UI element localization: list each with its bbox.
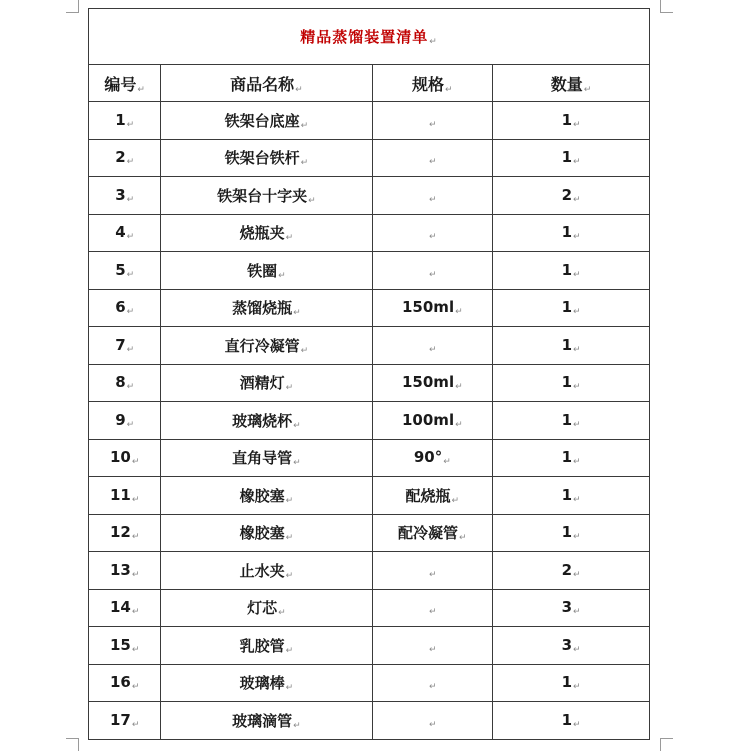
- cell-name-text: 蒸馏烧瓶: [232, 299, 293, 318]
- cell-name-text: 酒精灯: [239, 374, 285, 393]
- cell-spec[interactable]: [372, 102, 493, 140]
- cell-spec[interactable]: [372, 139, 493, 177]
- table-row: [89, 214, 650, 252]
- cell-spec-text: 150ml: [402, 373, 455, 392]
- margin-corner-top-left: [66, 0, 79, 13]
- cell-spec[interactable]: [372, 664, 493, 702]
- cell-name-text: 玻璃棒: [239, 674, 285, 693]
- cell-name-text: 乳胶管: [239, 636, 285, 655]
- paragraph-mark: ↵: [429, 37, 438, 47]
- table-row: [89, 664, 650, 702]
- paragraph-mark: ↵: [126, 157, 135, 168]
- cell-qty[interactable]: [493, 364, 650, 402]
- cell-no[interactable]: [89, 702, 161, 740]
- cell-no-text: 7: [115, 335, 126, 354]
- cell-qty-text: 1: [561, 410, 573, 429]
- cell-spec[interactable]: [372, 289, 493, 327]
- cell-qty[interactable]: [493, 214, 650, 252]
- cell-qty-text: 1: [561, 335, 573, 354]
- cell-name[interactable]: [161, 477, 372, 515]
- paragraph-mark: ↵: [126, 269, 135, 280]
- cell-qty-text: 3: [561, 598, 573, 617]
- cell-spec-text: 100ml: [402, 410, 455, 429]
- cell-qty[interactable]: [493, 102, 650, 140]
- cell-name[interactable]: [161, 627, 372, 665]
- cell-name-text: 铁架台铁杆: [224, 149, 300, 168]
- paragraph-mark: ↵: [126, 119, 135, 130]
- cell-spec[interactable]: [372, 364, 493, 402]
- cell-spec-text: 配烧瓶: [405, 486, 451, 505]
- table-row: [89, 402, 650, 440]
- cell-spec[interactable]: [372, 252, 493, 290]
- paragraph-mark: ↵: [126, 344, 135, 355]
- table-title-cell[interactable]: [89, 9, 650, 65]
- cell-name-text: 铁架台底座: [224, 111, 300, 130]
- cell-qty[interactable]: [493, 139, 650, 177]
- paragraph-mark: ↵: [285, 570, 294, 581]
- cell-no[interactable]: [89, 139, 161, 177]
- paragraph-mark: ↵: [131, 569, 140, 580]
- table-row: [89, 289, 650, 327]
- paragraph-mark: ↵: [573, 119, 581, 130]
- cell-qty[interactable]: [493, 552, 650, 590]
- paragraph-mark: ↵: [429, 232, 437, 243]
- cell-qty[interactable]: [493, 477, 650, 515]
- paragraph-mark: ↵: [429, 682, 437, 693]
- paragraph-mark: ↵: [451, 495, 460, 506]
- paragraph-mark: ↵: [429, 644, 437, 655]
- cell-qty-text: 1: [561, 448, 573, 467]
- paragraph-mark: ↵: [293, 458, 301, 469]
- paragraph-mark: ↵: [293, 308, 301, 319]
- paragraph-mark: ↵: [131, 457, 140, 468]
- table-row: [89, 364, 650, 402]
- header-cell-no[interactable]: [89, 65, 161, 102]
- paragraph-mark: ↵: [126, 307, 135, 318]
- cell-qty[interactable]: [493, 327, 650, 365]
- paragraph-mark: ↵: [573, 157, 581, 168]
- header-cell-spec[interactable]: [372, 65, 493, 102]
- table-row: [89, 477, 650, 515]
- paragraph-mark: ↵: [459, 533, 467, 544]
- cell-name[interactable]: [161, 364, 372, 402]
- cell-no[interactable]: [89, 289, 161, 327]
- paragraph-mark: ↵: [300, 120, 309, 131]
- cell-name-text: 直行冷凝管: [224, 336, 300, 355]
- cell-no-text: 10: [109, 448, 131, 467]
- header-label: 编号: [104, 74, 137, 94]
- header-cell-name[interactable]: [161, 65, 372, 102]
- cell-name[interactable]: [161, 327, 372, 365]
- cell-qty[interactable]: [493, 177, 650, 215]
- paragraph-mark: ↵: [131, 682, 140, 693]
- cell-qty-text: 1: [561, 298, 573, 317]
- cell-no[interactable]: [89, 214, 161, 252]
- cell-qty[interactable]: [493, 514, 650, 552]
- cell-qty-text: 1: [561, 373, 573, 392]
- equipment-list-table: [88, 8, 650, 740]
- table-row: [89, 702, 650, 740]
- cell-spec-text: 90°: [413, 448, 443, 467]
- table-row: [89, 252, 650, 290]
- cell-qty[interactable]: [493, 627, 650, 665]
- paragraph-mark: ↵: [429, 269, 437, 280]
- cell-name[interactable]: [161, 402, 372, 440]
- paragraph-mark: ↵: [573, 307, 581, 318]
- cell-no-text: 2: [115, 148, 126, 167]
- paragraph-mark: ↵: [293, 720, 301, 731]
- cell-no-text: 3: [115, 185, 126, 204]
- paragraph-mark: ↵: [573, 344, 581, 355]
- paragraph-mark: ↵: [573, 232, 581, 243]
- paragraph-mark: ↵: [137, 84, 145, 95]
- paragraph-mark: ↵: [445, 84, 453, 95]
- cell-name[interactable]: [161, 589, 372, 627]
- paragraph-mark: ↵: [285, 533, 294, 544]
- cell-name-text: 直角导管: [232, 449, 293, 468]
- header-cell-qty[interactable]: [493, 65, 650, 102]
- cell-spec[interactable]: [372, 589, 493, 627]
- paragraph-mark: ↵: [278, 608, 286, 619]
- paragraph-mark: ↵: [126, 419, 135, 430]
- paragraph-mark: ↵: [285, 645, 294, 656]
- paragraph-mark: ↵: [131, 644, 140, 655]
- paragraph-mark: ↵: [278, 270, 286, 281]
- paragraph-mark: ↵: [573, 194, 581, 205]
- cell-name-text: 橡胶塞: [239, 486, 285, 505]
- cell-name[interactable]: [161, 252, 372, 290]
- table-row: [89, 552, 650, 590]
- cell-qty-text: 2: [561, 185, 573, 204]
- cell-no-text: 6: [115, 298, 126, 317]
- table-header-row: [89, 65, 650, 102]
- table-row: [89, 439, 650, 477]
- paragraph-mark: ↵: [573, 269, 581, 280]
- paragraph-mark: ↵: [300, 158, 309, 169]
- margin-corner-bottom-right: [660, 738, 673, 751]
- paragraph-mark: ↵: [573, 719, 581, 730]
- header-label: 规格: [412, 74, 445, 94]
- cell-qty-text: 1: [561, 260, 573, 279]
- paragraph-mark: ↵: [429, 157, 437, 168]
- paragraph-mark: ↵: [300, 345, 309, 356]
- table-row: [89, 327, 650, 365]
- paragraph-mark: ↵: [126, 194, 135, 205]
- cell-name-text: 止水夹: [239, 561, 285, 580]
- paragraph-mark: ↵: [285, 683, 294, 694]
- paragraph-mark: ↵: [285, 495, 294, 506]
- table-row: [89, 627, 650, 665]
- paragraph-mark: ↵: [443, 457, 451, 468]
- table-row: [89, 102, 650, 140]
- cell-qty-text: 1: [561, 710, 573, 729]
- cell-qty-text: 1: [561, 673, 573, 692]
- cell-no[interactable]: [89, 402, 161, 440]
- cell-name[interactable]: [161, 214, 372, 252]
- cell-no-text: 12: [109, 523, 131, 542]
- header-label: 数量: [550, 74, 583, 94]
- cell-spec[interactable]: [372, 327, 493, 365]
- paragraph-mark: ↵: [429, 344, 437, 355]
- cell-qty-text: 1: [561, 523, 573, 542]
- cell-no-text: 1: [115, 110, 126, 129]
- cell-name[interactable]: [161, 289, 372, 327]
- cell-qty[interactable]: [493, 252, 650, 290]
- paragraph-mark: ↵: [573, 457, 581, 468]
- paragraph-mark: ↵: [573, 532, 581, 543]
- cell-name[interactable]: [161, 552, 372, 590]
- document-title: 精品蒸馏装置清单: [300, 28, 429, 46]
- paragraph-mark: ↵: [131, 532, 140, 543]
- cell-no-text: 9: [115, 410, 126, 429]
- cell-no[interactable]: [89, 102, 161, 140]
- paragraph-mark: ↵: [573, 682, 581, 693]
- paragraph-mark: ↵: [126, 232, 135, 243]
- cell-spec-text: 配冷凝管: [398, 524, 459, 543]
- cell-no-text: 11: [109, 485, 131, 504]
- cell-no[interactable]: [89, 439, 161, 477]
- paragraph-mark: ↵: [131, 607, 140, 618]
- cell-qty-text: 3: [561, 635, 573, 654]
- cell-spec[interactable]: [372, 702, 493, 740]
- cell-name[interactable]: [161, 702, 372, 740]
- cell-qty[interactable]: [493, 402, 650, 440]
- paragraph-mark: ↵: [455, 419, 463, 430]
- cell-qty[interactable]: [493, 589, 650, 627]
- cell-spec[interactable]: [372, 177, 493, 215]
- cell-qty-text: 1: [561, 110, 573, 129]
- cell-name-text: 灯芯: [247, 599, 278, 618]
- paragraph-mark: ↵: [429, 607, 437, 618]
- cell-qty[interactable]: [493, 702, 650, 740]
- paragraph-mark: ↵: [126, 382, 135, 393]
- cell-qty-text: 2: [561, 560, 573, 579]
- cell-no[interactable]: [89, 589, 161, 627]
- cell-no-text: 8: [115, 373, 126, 392]
- cell-qty[interactable]: [493, 289, 650, 327]
- cell-no-text: 16: [109, 673, 131, 692]
- margin-corner-bottom-left: [66, 738, 79, 751]
- cell-spec[interactable]: [372, 627, 493, 665]
- paragraph-mark: ↵: [583, 84, 592, 95]
- cell-name[interactable]: [161, 514, 372, 552]
- paragraph-mark: ↵: [573, 607, 581, 618]
- cell-name-text: 橡胶塞: [239, 524, 285, 543]
- paragraph-mark: ↵: [455, 382, 463, 393]
- cell-spec[interactable]: [372, 477, 493, 515]
- paragraph-mark: ↵: [573, 382, 581, 393]
- cell-no[interactable]: [89, 327, 161, 365]
- cell-no-text: 13: [109, 560, 131, 579]
- cell-no-text: 5: [115, 260, 126, 279]
- table-row: [89, 589, 650, 627]
- cell-spec-text: 150ml: [402, 298, 455, 317]
- cell-no[interactable]: [89, 364, 161, 402]
- paragraph-mark: ↵: [285, 383, 294, 394]
- cell-spec[interactable]: [372, 439, 493, 477]
- cell-no[interactable]: [89, 664, 161, 702]
- cell-name-text: 铁圈: [247, 261, 278, 280]
- paragraph-mark: ↵: [429, 569, 437, 580]
- paragraph-mark: ↵: [131, 719, 140, 730]
- paragraph-mark: ↵: [308, 195, 316, 206]
- cell-spec[interactable]: [372, 552, 493, 590]
- cell-spec[interactable]: [372, 514, 493, 552]
- cell-name[interactable]: [161, 664, 372, 702]
- cell-name[interactable]: [161, 439, 372, 477]
- header-label: 商品名称: [230, 74, 295, 94]
- cell-spec[interactable]: [372, 402, 493, 440]
- cell-qty[interactable]: [493, 439, 650, 477]
- paragraph-mark: ↵: [573, 569, 581, 580]
- cell-spec[interactable]: [372, 214, 493, 252]
- paragraph-mark: ↵: [429, 119, 437, 130]
- paragraph-mark: ↵: [295, 84, 303, 95]
- cell-name-text: 玻璃烧杯: [232, 411, 293, 430]
- cell-name[interactable]: [161, 177, 372, 215]
- paragraph-mark: ↵: [455, 307, 463, 318]
- cell-no-text: 4: [115, 223, 126, 242]
- cell-no-text: 15: [109, 635, 131, 654]
- table-row: [89, 177, 650, 215]
- cell-name-text: 玻璃滴管: [232, 711, 293, 730]
- table-row: [89, 514, 650, 552]
- margin-corner-top-right: [660, 0, 673, 13]
- cell-no[interactable]: [89, 552, 161, 590]
- paragraph-mark: ↵: [573, 494, 581, 505]
- paragraph-mark: ↵: [573, 644, 581, 655]
- cell-no[interactable]: [89, 627, 161, 665]
- cell-name[interactable]: [161, 139, 372, 177]
- cell-no-text: 14: [109, 598, 131, 617]
- paragraph-mark: ↵: [573, 419, 581, 430]
- paragraph-mark: ↵: [429, 194, 437, 205]
- cell-qty-text: 1: [561, 485, 573, 504]
- paragraph-mark: ↵: [285, 233, 294, 244]
- paragraph-mark: ↵: [293, 420, 301, 431]
- cell-no[interactable]: [89, 477, 161, 515]
- cell-name-text: 烧瓶夹: [239, 224, 285, 243]
- table-row: [89, 139, 650, 177]
- cell-name[interactable]: [161, 102, 372, 140]
- cell-no[interactable]: [89, 177, 161, 215]
- cell-no-text: 17: [109, 710, 131, 729]
- cell-no[interactable]: [89, 514, 161, 552]
- cell-name-text: 铁架台十字夹: [217, 186, 308, 205]
- cell-qty[interactable]: [493, 664, 650, 702]
- paragraph-mark: ↵: [131, 494, 140, 505]
- paragraph-mark: ↵: [429, 719, 437, 730]
- cell-qty-text: 1: [561, 223, 573, 242]
- cell-qty-text: 1: [561, 148, 573, 167]
- cell-no[interactable]: [89, 252, 161, 290]
